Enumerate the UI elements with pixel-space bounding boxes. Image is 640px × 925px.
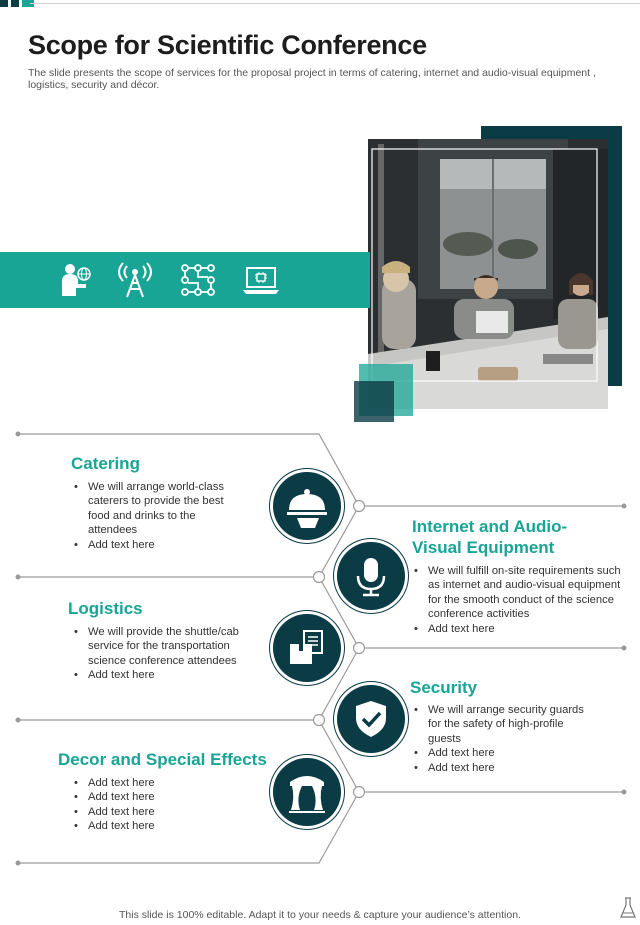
page-title: Scope for Scientific Conference bbox=[28, 30, 427, 60]
decor-icon-circle bbox=[273, 758, 341, 826]
decor-text bbox=[72, 776, 242, 834]
microphone-icon bbox=[337, 542, 405, 610]
av-text bbox=[412, 564, 627, 636]
bullet-item: • Add text here bbox=[412, 746, 592, 760]
av-title bbox=[412, 516, 567, 558]
bullet-item: • Add text here bbox=[72, 819, 242, 833]
accent-square-dark bbox=[354, 381, 394, 422]
catering-icon-circle bbox=[273, 472, 341, 540]
bullet-item: • We will arrange security guards for the safety of high-profile guests bbox=[412, 703, 592, 746]
bullet-item: • Add text here bbox=[72, 776, 242, 790]
av-icon-circle bbox=[337, 542, 405, 610]
bullet-item: • Add text here bbox=[412, 622, 627, 636]
top-divider bbox=[30, 3, 640, 4]
antenna-icon bbox=[116, 262, 154, 298]
logistics-icon-circle bbox=[273, 614, 341, 682]
laptop-chip-icon bbox=[242, 262, 280, 298]
bullet-item: • Add text here bbox=[72, 805, 242, 819]
bullet-item: • We will provide the shuttle/cab service for the transportation science conference attendees bbox=[72, 625, 242, 668]
curtain-stage-icon bbox=[273, 758, 341, 826]
circuit-icon bbox=[179, 262, 217, 298]
bullet-item: • Add text here bbox=[72, 668, 242, 682]
security-text bbox=[412, 703, 592, 775]
catering-title: Catering bbox=[71, 454, 140, 473]
corner-mark bbox=[0, 0, 8, 7]
av-title-line: Internet and Audio- bbox=[412, 517, 568, 536]
security-title: Security bbox=[410, 678, 478, 697]
bullet-item: • Add text here bbox=[412, 761, 592, 775]
security-icon-circle bbox=[337, 685, 405, 753]
catering-text bbox=[72, 480, 247, 552]
bullet-item: • We will arrange world-class caterers to provide the best food and drinks to the attendees bbox=[72, 480, 247, 538]
shield-check-icon bbox=[337, 685, 405, 753]
flask-icon bbox=[620, 896, 636, 920]
package-icon bbox=[273, 614, 341, 682]
bullet-item: • We will fulfill on-site requirements such as internet and audio-visual equipment for the smooth conduct of the science conference activities bbox=[412, 564, 627, 622]
page-subtitle: The slide presents the scope of services for the proposal project in terms of catering, internet and audio-visual equipment , logistics, security and décor. bbox=[28, 67, 596, 91]
footer-note: This slide is 100% editable. Adapt it to your needs & capture your audience’s attention. bbox=[119, 909, 521, 921]
user-globe-icon bbox=[57, 262, 95, 298]
logistics-title: Logistics bbox=[68, 599, 143, 618]
bullet-item: • Add text here bbox=[72, 538, 247, 552]
av-title-line: Visual Equipment bbox=[412, 538, 555, 557]
corner-mark bbox=[11, 0, 19, 7]
bullet-item: • Add text here bbox=[72, 790, 242, 804]
decor-title: Decor and Special Effects bbox=[58, 750, 267, 769]
logistics-text bbox=[72, 625, 242, 683]
cloche-icon bbox=[273, 472, 341, 540]
